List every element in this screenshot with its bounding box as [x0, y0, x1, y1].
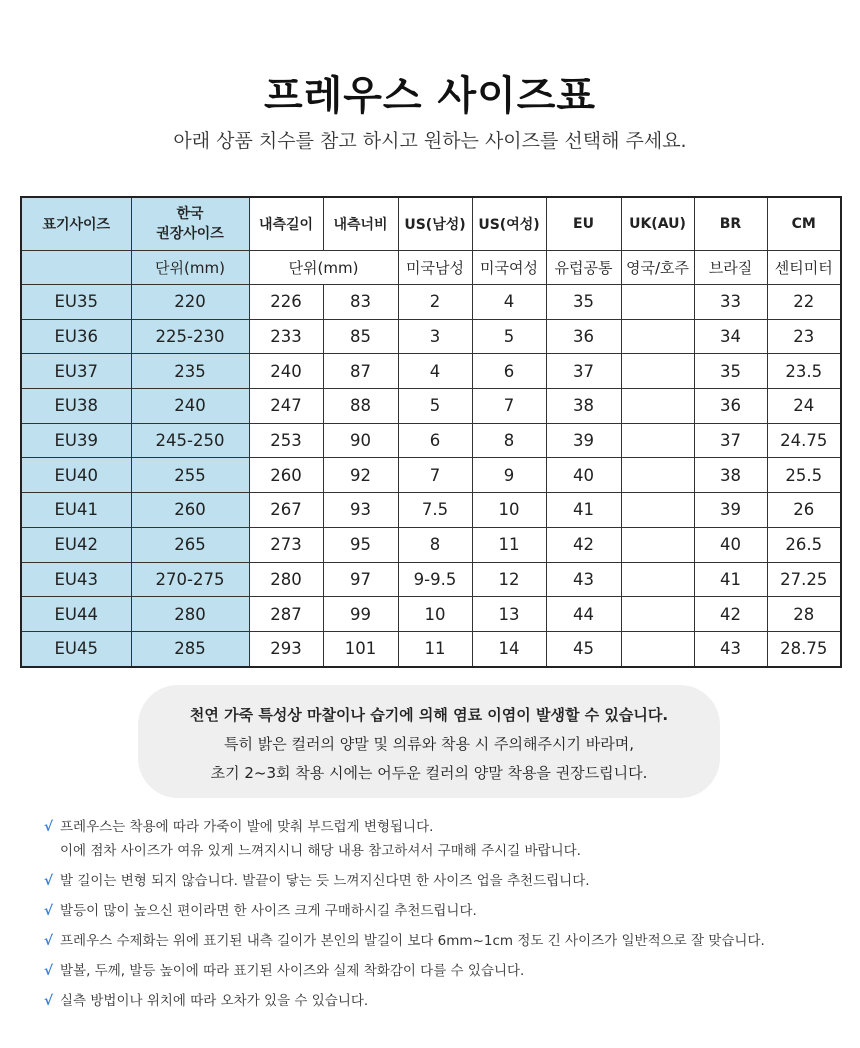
- note-text: 프레우스 수제화는 위에 표기된 내측 길이가 본인의 발길이 보다 6mm~1cm 정도 긴 사이즈가 일반적으로 잘 맞습니다.: [60, 933, 765, 949]
- table-cell: [621, 389, 694, 424]
- unit-cell: 단위(mm): [131, 251, 249, 285]
- table-cell: 235: [131, 354, 249, 389]
- table-cell: 40: [694, 527, 767, 562]
- table-cell: [621, 527, 694, 562]
- table-cell: 280: [131, 597, 249, 632]
- table-cell: 12: [472, 562, 546, 597]
- table-cell: 27.25: [767, 562, 841, 597]
- unit-cell: [21, 251, 131, 285]
- table-cell: [621, 493, 694, 528]
- table-cell: 90: [323, 423, 398, 458]
- header-cell: 표기사이즈: [21, 197, 131, 251]
- table-cell: [621, 319, 694, 354]
- table-cell: 45: [546, 631, 621, 666]
- header-cell: BR: [694, 197, 767, 251]
- table-cell: 9-9.5: [398, 562, 472, 597]
- table-cell: [621, 285, 694, 320]
- table-cell: 6: [398, 423, 472, 458]
- table-cell: 43: [546, 562, 621, 597]
- table-row: [21, 562, 841, 597]
- table-cell: 5: [472, 319, 546, 354]
- table-row: [21, 389, 841, 424]
- table-row: [21, 631, 841, 666]
- unit-cell: 영국/호주: [621, 251, 694, 285]
- header-cell: [131, 197, 249, 251]
- table-cell: 260: [249, 458, 323, 493]
- check-icon: √: [44, 933, 54, 949]
- table-cell: 287: [249, 597, 323, 632]
- size-table-body: [21, 285, 841, 667]
- table-cell: 14: [472, 631, 546, 666]
- table-cell: 34: [694, 319, 767, 354]
- note-text: 발 길이는 변형 되지 않습니다. 발끝이 닿는 듯 느껴지신다면 한 사이즈 업을 추천드립니다.: [60, 873, 590, 889]
- table-cell: EU38: [21, 389, 131, 424]
- table-header-row: [21, 197, 841, 251]
- table-cell: 4: [472, 285, 546, 320]
- table-cell: 35: [546, 285, 621, 320]
- note-item: [44, 959, 844, 983]
- table-cell: 38: [694, 458, 767, 493]
- note-item: [44, 929, 844, 953]
- table-cell: 88: [323, 389, 398, 424]
- table-cell: 240: [131, 389, 249, 424]
- table-cell: 28: [767, 597, 841, 632]
- table-row: [21, 527, 841, 562]
- notice-line: 천연 가죽 특성상 마찰이나 습기에 의해 염료 이염이 발생할 수 있습니다.: [189, 706, 669, 724]
- size-table: [20, 196, 842, 668]
- table-cell: 85: [323, 319, 398, 354]
- table-cell: 220: [131, 285, 249, 320]
- table-cell: 23.5: [767, 354, 841, 389]
- table-cell: 2: [398, 285, 472, 320]
- table-cell: 41: [546, 493, 621, 528]
- table-cell: 253: [249, 423, 323, 458]
- table-cell: 87: [323, 354, 398, 389]
- header-cell-line: 권장사이즈: [156, 226, 224, 242]
- table-row: [21, 319, 841, 354]
- table-cell: 39: [694, 493, 767, 528]
- header-cell: 내측길이: [249, 197, 323, 251]
- table-cell: 24.75: [767, 423, 841, 458]
- note-text: 발볼, 두께, 발등 높이에 따라 표기된 사이즈와 실제 착화감이 다를 수 있습니다.: [60, 963, 525, 979]
- table-row: [21, 493, 841, 528]
- table-cell: EU44: [21, 597, 131, 632]
- check-icon: √: [44, 819, 54, 835]
- table-cell: 37: [546, 354, 621, 389]
- table-cell: 247: [249, 389, 323, 424]
- table-cell: 92: [323, 458, 398, 493]
- table-cell: EU43: [21, 562, 131, 597]
- table-cell: [621, 597, 694, 632]
- table-cell: 10: [398, 597, 472, 632]
- notice-box: [138, 685, 720, 798]
- table-cell: 5: [398, 389, 472, 424]
- table-cell: 270-275: [131, 562, 249, 597]
- notice-line: 특히 밝은 컬러의 양말 및 의류와 착용 시 주의해주시기 바라며,: [224, 735, 634, 753]
- table-cell: 8: [472, 423, 546, 458]
- table-row: [21, 458, 841, 493]
- table-cell: 225-230: [131, 319, 249, 354]
- table-cell: [621, 354, 694, 389]
- table-cell: EU36: [21, 319, 131, 354]
- header-cell: EU: [546, 197, 621, 251]
- header-cell: CM: [767, 197, 841, 251]
- table-cell: 7: [472, 389, 546, 424]
- table-cell: 97: [323, 562, 398, 597]
- table-cell: 9: [472, 458, 546, 493]
- page-subtitle: 아래 상품 치수를 참고 하시고 원하는 사이즈를 선택해 주세요.: [173, 130, 687, 152]
- table-cell: 93: [323, 493, 398, 528]
- check-icon: √: [44, 903, 54, 919]
- unit-cell: 미국남성: [398, 251, 472, 285]
- table-cell: 40: [546, 458, 621, 493]
- table-cell: EU35: [21, 285, 131, 320]
- note-text: 실측 방법이나 위치에 따라 오차가 있을 수 있습니다.: [60, 993, 369, 1009]
- header-cell: UK(AU): [621, 197, 694, 251]
- table-cell: 24: [767, 389, 841, 424]
- table-cell: 3: [398, 319, 472, 354]
- table-cell: 36: [694, 389, 767, 424]
- table-cell: 260: [131, 493, 249, 528]
- table-cell: EU41: [21, 493, 131, 528]
- table-cell: 26.5: [767, 527, 841, 562]
- table-cell: 13: [472, 597, 546, 632]
- table-cell: 99: [323, 597, 398, 632]
- notes-list: [44, 815, 844, 1019]
- table-cell: 280: [249, 562, 323, 597]
- table-cell: 23: [767, 319, 841, 354]
- table-cell: 101: [323, 631, 398, 666]
- table-cell: 28.75: [767, 631, 841, 666]
- table-cell: 233: [249, 319, 323, 354]
- table-cell: 267: [249, 493, 323, 528]
- table-row: [21, 423, 841, 458]
- table-cell: 95: [323, 527, 398, 562]
- table-cell: 33: [694, 285, 767, 320]
- check-icon: √: [44, 873, 54, 889]
- check-icon: √: [44, 993, 54, 1009]
- table-cell: 8: [398, 527, 472, 562]
- table-cell: 10: [472, 493, 546, 528]
- table-cell: 25.5: [767, 458, 841, 493]
- table-cell: EU45: [21, 631, 131, 666]
- table-cell: [621, 423, 694, 458]
- header-cell: US(남성): [398, 197, 472, 251]
- table-cell: EU42: [21, 527, 131, 562]
- unit-cell: 미국여성: [472, 251, 546, 285]
- table-cell: 265: [131, 527, 249, 562]
- table-cell: EU40: [21, 458, 131, 493]
- table-cell: [621, 458, 694, 493]
- table-cell: 37: [694, 423, 767, 458]
- table-cell: 42: [694, 597, 767, 632]
- table-row: [21, 354, 841, 389]
- table-cell: 22: [767, 285, 841, 320]
- unit-cell: 유럽공통: [546, 251, 621, 285]
- note-item: [44, 869, 844, 893]
- table-row: [21, 597, 841, 632]
- unit-cell: 브라질: [694, 251, 767, 285]
- table-cell: 42: [546, 527, 621, 562]
- table-cell: 43: [694, 631, 767, 666]
- notice-line: 초기 2~3회 착용 시에는 어두운 컬러의 양말 착용을 권장드립니다.: [210, 764, 648, 782]
- header-cell: US(여성): [472, 197, 546, 251]
- note-item: [44, 989, 844, 1013]
- table-cell: [621, 562, 694, 597]
- table-cell: 273: [249, 527, 323, 562]
- table-cell: [621, 631, 694, 666]
- table-cell: 11: [472, 527, 546, 562]
- page-title: 프레우스 사이즈표: [263, 73, 597, 119]
- table-cell: 44: [546, 597, 621, 632]
- note-text: 발등이 많이 높으신 편이라면 한 사이즈 크게 구매하시길 추천드립니다.: [60, 903, 477, 919]
- table-cell: 41: [694, 562, 767, 597]
- table-cell: 38: [546, 389, 621, 424]
- table-row: [21, 285, 841, 320]
- table-cell: 4: [398, 354, 472, 389]
- table-cell: 245-250: [131, 423, 249, 458]
- table-cell: 83: [323, 285, 398, 320]
- table-cell: 35: [694, 354, 767, 389]
- table-cell: 6: [472, 354, 546, 389]
- table-unit-row: [21, 251, 841, 285]
- table-cell: 7.5: [398, 493, 472, 528]
- table-cell: 293: [249, 631, 323, 666]
- note-text: 이에 점차 사이즈가 여유 있게 느껴지시니 해당 내용 참고하셔서 구매해 주시길 바랍니다.: [60, 843, 581, 859]
- table-cell: 240: [249, 354, 323, 389]
- header-cell: 내측너비: [323, 197, 398, 251]
- table-cell: 39: [546, 423, 621, 458]
- header-cell-line: 한국: [176, 206, 204, 222]
- note-text: 프레우스는 착용에 따라 가죽이 발에 맞춰 부드럽게 변형됩니다.: [60, 819, 434, 835]
- note-item: [44, 815, 844, 863]
- table-cell: 255: [131, 458, 249, 493]
- note-item: [44, 899, 844, 923]
- table-cell: 285: [131, 631, 249, 666]
- table-cell: 26: [767, 493, 841, 528]
- table-cell: 36: [546, 319, 621, 354]
- check-icon: √: [44, 963, 54, 979]
- table-cell: 11: [398, 631, 472, 666]
- unit-cell: 센티미터: [767, 251, 841, 285]
- table-cell: EU39: [21, 423, 131, 458]
- table-cell: EU37: [21, 354, 131, 389]
- unit-cell: 단위(mm): [249, 251, 398, 285]
- table-cell: 226: [249, 285, 323, 320]
- table-cell: 7: [398, 458, 472, 493]
